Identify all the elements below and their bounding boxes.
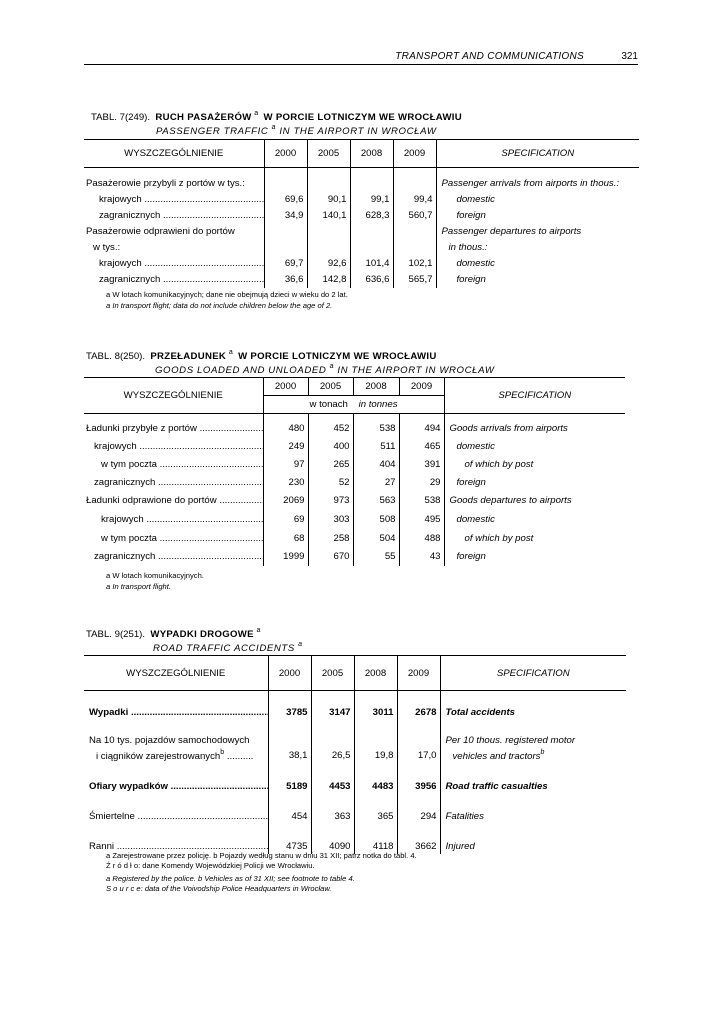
table7-year: 2008 (350, 140, 393, 168)
table9-header-row (84, 656, 626, 691)
table7-footnote-en: a In transport flight; data do not include children below the age of 2. (106, 301, 333, 310)
cell-value: 2069 (263, 492, 308, 510)
table8-year: 2000 (263, 378, 308, 396)
table-row (84, 272, 639, 288)
table7-title-pl-end: W PORCIE LOTNICZYM WE WROCŁAWIU (263, 112, 463, 123)
table7-header-row (84, 140, 639, 168)
cell-value: 3147 (311, 705, 354, 720)
table9-year: 2005 (311, 656, 354, 691)
table8-title-pl: PRZEŁADUNEK (150, 351, 227, 362)
cell-value: 465 (399, 438, 444, 456)
table7-subtitle-en: PASSENGER TRAFFIC (156, 126, 269, 137)
cell-value: 92,6 (307, 256, 350, 272)
row-label-pl: Wypadki ..... (89, 707, 268, 718)
table8-title-pl-end: W PORCIE LOTNICZYM WE WROCŁAWIU (238, 351, 437, 362)
cell-value: 69,6 (264, 192, 307, 208)
table9-year: 2000 (268, 656, 311, 691)
table7-head-en: SPECIFICATION (436, 140, 639, 168)
cell-value: 363 (311, 809, 354, 824)
cell-value: 628,3 (350, 208, 393, 224)
table-row (84, 208, 639, 224)
table8 (84, 377, 625, 566)
cell-value: 400 (308, 438, 353, 456)
row-label-en: of which by post (464, 459, 534, 470)
table9-subtitle-sup: a (298, 641, 303, 648)
cell-value: 43 (399, 548, 444, 566)
cell-value: 102,1 (393, 256, 436, 272)
cell-value: 101,4 (350, 256, 393, 272)
cell-value: 38,1 (268, 748, 311, 763)
row-label-pl: krajowych ..... (101, 514, 263, 525)
table7-subtitle (156, 124, 437, 137)
cell-value: 973 (308, 492, 353, 510)
row-label-pl: Ranni ..... (89, 841, 268, 852)
cell-value: 452 (308, 420, 353, 438)
table-row (84, 192, 639, 208)
cell-value: 670 (308, 548, 353, 566)
cell-value: 90,1 (307, 192, 350, 208)
cell-value: 36,6 (264, 272, 307, 288)
table8-subtitle (155, 363, 495, 376)
row-label-pl: zagranicznych ..... (94, 551, 263, 562)
cell-value: 99,1 (350, 192, 393, 208)
row-label-pl: krajowych ..... (99, 194, 264, 205)
table9 (84, 655, 626, 854)
cell-value: 68 (263, 529, 308, 548)
table8-footnote-en: a In transport flight. (106, 582, 172, 591)
cell-value: 365 (354, 809, 397, 824)
table7-head-pl: WYSZCZEGÓLNIENIE (84, 140, 264, 168)
row-label-en: foreign (456, 477, 486, 488)
row-label-pl: w tym poczta ..... (101, 459, 263, 470)
table8-year: 2008 (353, 378, 399, 396)
table9-footnote-en: a Registered by the police. b Vehicles as of 31 XII; see footnote to table 4. (106, 874, 355, 883)
table9-source-en: S o u r c e: data of the Voivodship Police Headquarters in Wrocław. (106, 884, 332, 893)
table-row (84, 734, 626, 748)
cell-value: 4483 (354, 779, 397, 794)
cell-value: 1999 (263, 548, 308, 566)
row-label-en: domestic (456, 513, 495, 525)
cell-value: 560,7 (393, 208, 436, 224)
row-label-en: foreign (456, 551, 486, 562)
table8-year: 2005 (308, 378, 353, 396)
table9-year: 2009 (397, 656, 440, 691)
row-label-pl: zagranicznych ..... (99, 210, 264, 221)
cell-value: 4090 (311, 839, 354, 854)
cell-value: 3011 (354, 705, 397, 720)
cell-value: 504 (353, 529, 399, 548)
cell-value: 3785 (268, 705, 311, 720)
table-row (84, 492, 625, 510)
table9-source-pl: Ź r ó d ł o: dane Komendy Wojewódzkiej Policji we Wrocławiu. (106, 861, 315, 870)
table9-label: TABL. 9(251). (86, 629, 146, 640)
table8-title-sup: a (228, 349, 233, 356)
cell-value: 494 (399, 420, 444, 438)
table9-title-pl: WYPADKI DROGOWE (150, 629, 254, 640)
cell-value: 508 (353, 510, 399, 529)
row-label-pl: Ładunki odprawione do portów ..... (86, 495, 263, 506)
row-label-pl: Na 10 tys. pojazdów samochodowych (84, 734, 268, 748)
row-label-en: foreign (456, 274, 486, 285)
table8-unit-pl: w tonach (309, 399, 348, 410)
table8-header-row (84, 378, 625, 396)
table-row (84, 705, 626, 720)
cell-value: 258 (308, 529, 353, 548)
row-label-pl-sup: b (220, 748, 225, 756)
row-label-pl-cont: i ciągników zarejestrowanych (96, 750, 221, 762)
row-label-en: Fatalities (445, 810, 484, 822)
row-label-pl: krajowych ..... (94, 441, 263, 452)
cell-value: 480 (263, 420, 308, 438)
row-label-en-cont: vehicles and tractors (452, 750, 541, 762)
table9-head-en: SPECIFICATION (440, 656, 626, 691)
cell-value: 17,0 (397, 748, 440, 763)
table-row (84, 256, 639, 272)
table7-subtitle-sup: a (271, 124, 277, 131)
cell-value: 4118 (354, 839, 397, 854)
cell-value: 636,6 (350, 272, 393, 288)
running-head-title: TRANSPORT AND COMMUNICATIONS (395, 51, 584, 62)
cell-value: 5189 (268, 779, 311, 794)
cell-value: 563 (353, 492, 399, 510)
table7-subtitle-en-end: IN THE AIRPORT IN WROCŁAW (279, 126, 437, 137)
cell-value: 69,7 (264, 256, 307, 272)
row-label-pl: Śmiertelne ..... (89, 811, 268, 822)
cell-value: 140,1 (307, 208, 350, 224)
row-label-en: Total accidents (445, 706, 515, 718)
row-label-pl: Pasażerowie przybyli z portów w tys.: (84, 176, 264, 192)
cell-value: 29 (399, 474, 444, 492)
cell-value: 3956 (397, 779, 440, 794)
table7-title (91, 110, 462, 123)
row-label-pl: Ładunki przybyłe z portów ..... (86, 423, 263, 434)
table7-title-sup: a (254, 110, 259, 117)
table8-subtitle-en: GOODS LOADED AND UNLOADED (155, 365, 327, 376)
table-row (84, 809, 626, 824)
table8-subtitle-en-end: IN THE AIRPORT IN WROCŁAW (337, 365, 495, 376)
row-label-pl: Ofiary wypadków ..... (89, 781, 268, 792)
cell-value: 391 (399, 456, 444, 474)
table8-footnote-pl: a W lotach komunikacyjnych. (106, 571, 204, 580)
row-label-en: Passenger departures to airports (441, 226, 582, 237)
cell-value: 294 (397, 809, 440, 824)
table9-subtitle-en: ROAD TRAFFIC ACCIDENTS (153, 643, 295, 654)
cell-value: 565,7 (393, 272, 436, 288)
cell-value: 538 (353, 420, 399, 438)
running-head (84, 50, 638, 65)
cell-value: 4735 (268, 839, 311, 854)
row-label-pl: w tys.: (84, 240, 264, 256)
table-row (84, 548, 625, 566)
row-label-pl: zagranicznych ..... (94, 477, 263, 488)
table9-year: 2008 (354, 656, 397, 691)
table7-label: TABL. 7(249). (91, 112, 151, 123)
cell-value: 27 (353, 474, 399, 492)
table9-title-sup: a (256, 627, 261, 634)
table9-footnote-pl: a Zarejestrowane przez policję. b Pojazdy według stanu w dniu 31 XII; patrz notka do tabl. 4. (106, 851, 417, 860)
table8-unit (263, 396, 444, 414)
row-label-en: Passenger arrivals from airports in thous.: (441, 178, 620, 189)
cell-value: 511 (353, 438, 399, 456)
table-row (84, 474, 625, 492)
cell-value: 69 (263, 510, 308, 529)
table7-title-pl: RUCH PASAŻERÓW (155, 112, 252, 123)
table9-title (86, 627, 260, 640)
table-row (84, 438, 625, 456)
cell-value: 249 (263, 438, 308, 456)
table8-unit-en: in tonnes (358, 399, 398, 410)
row-label-en: domestic (456, 194, 495, 205)
table-row: i ciągników zarejestrowanych$^b$ .......... 38,1 26,5 19,8 17,0 vehicles and tractors$^b$ (84, 748, 626, 763)
row-label-pl: zagranicznych ..... (99, 274, 264, 285)
table8-head-en: SPECIFICATION (444, 378, 625, 414)
row-label-en: foreign (456, 210, 486, 221)
table7-footnote-pl: a W lotach komunikacyjnych; dane nie obejmują dzieci w wieku do 2 lat. (106, 290, 348, 299)
cell-value: 265 (308, 456, 353, 474)
row-label-en: in thous.: (448, 242, 488, 253)
cell-value: 404 (353, 456, 399, 474)
table8-year: 2009 (399, 378, 444, 396)
cell-value: 2678 (397, 705, 440, 720)
cell-value: 303 (308, 510, 353, 529)
page-number: 321 (621, 51, 638, 62)
cell-value: 3662 (397, 839, 440, 854)
row-label-en: Per 10 thous. registered motor (445, 735, 576, 746)
row-label-pl: Pasażerowie odprawieni do portów (84, 224, 264, 240)
cell-value: 538 (399, 492, 444, 510)
table-row (84, 224, 639, 240)
table8-head-pl: WYSZCZEGÓLNIENIE (84, 378, 263, 414)
table7-year: 2005 (307, 140, 350, 168)
row-label-en: of which by post (464, 532, 534, 544)
row-label-en: domestic (456, 441, 495, 452)
cell-value: 97 (263, 456, 308, 474)
table-row (84, 456, 625, 474)
cell-value: 454 (268, 809, 311, 824)
table9-head-pl: WYSZCZEGÓLNIENIE (84, 656, 268, 691)
cell-value: 55 (353, 548, 399, 566)
table9-subtitle (153, 641, 303, 654)
cell-value: 99,4 (393, 192, 436, 208)
table-row (84, 420, 625, 438)
row-label-en: Goods arrivals from airports (449, 423, 568, 434)
cell-value: 495 (399, 510, 444, 529)
row-label-en: domestic (456, 258, 495, 269)
cell-value: 19,8 (354, 748, 397, 763)
cell-value: 142,8 (307, 272, 350, 288)
row-label-pl: krajowych ..... (99, 258, 264, 269)
cell-value: 52 (308, 474, 353, 492)
table-row (84, 779, 626, 794)
cell-value: 230 (263, 474, 308, 492)
cell-value: 26,5 (311, 748, 354, 763)
table8-subtitle-sup: a (329, 363, 335, 370)
table8-label: TABL. 8(250). (86, 351, 146, 362)
table7-year: 2000 (264, 140, 307, 168)
row-label-en: Injured (445, 840, 475, 852)
cell-value: 34,9 (264, 208, 307, 224)
row-label-en: Goods departures to airports (449, 495, 572, 506)
table-row (84, 176, 639, 192)
table7-year: 2009 (393, 140, 436, 168)
cell-value: 488 (399, 529, 444, 548)
row-label-pl: w tym poczta ..... (101, 533, 263, 544)
table-row (84, 510, 625, 529)
row-label-en: Road traffic casualties (445, 780, 548, 792)
row-label-en-sup: b (540, 748, 545, 756)
cell-value: 4453 (311, 779, 354, 794)
table7 (84, 139, 639, 288)
table-row (84, 529, 625, 548)
table-row (84, 240, 639, 256)
table8-title (86, 349, 437, 362)
